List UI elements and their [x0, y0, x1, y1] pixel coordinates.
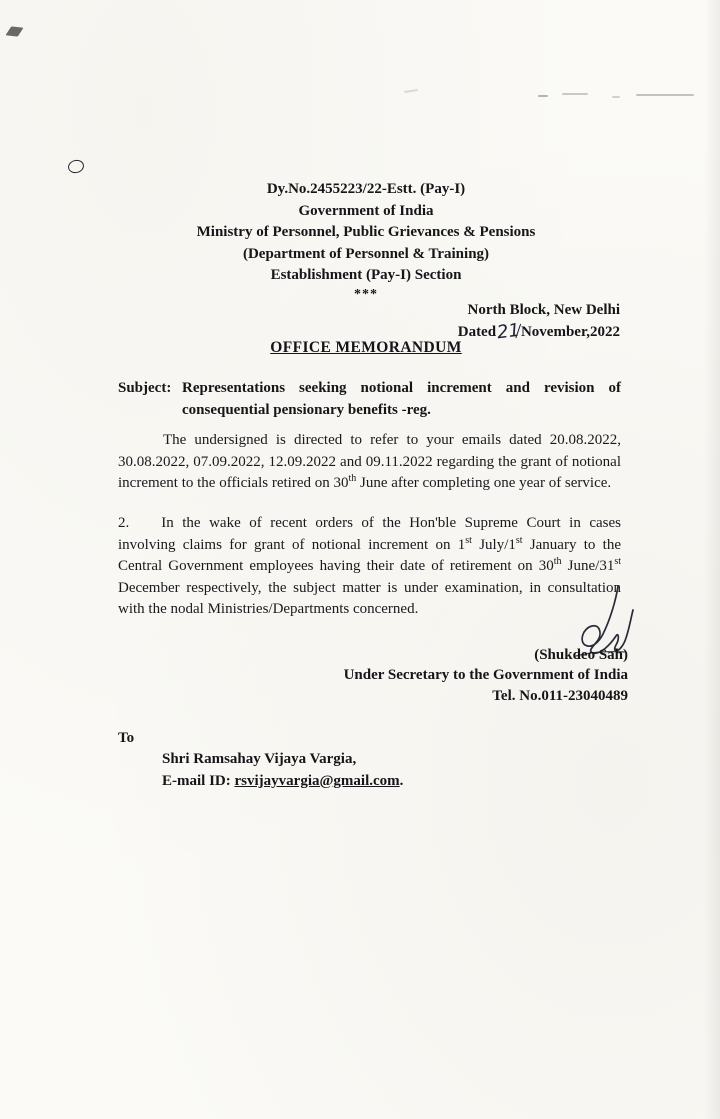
date-prefix: Dated — [457, 323, 497, 340]
scan-artifact-dash — [562, 93, 588, 95]
place-line: North Block, New Delhi — [467, 302, 620, 318]
email-label: E-mail ID: — [162, 772, 235, 789]
paragraph-2-text: In the wake of recent orders of the Hon'ble Supreme Court in cases involving claims for grant of notional increment on 1st July/1st January to the Central Government employees having their date of retirement on 30th June/31st December respectively, the subject matter is under examination, in consultation with the nodal Ministries/Departments concerned. — [118, 515, 621, 618]
subject-label: Subject: — [118, 380, 172, 396]
document-title: OFFICE MEMORANDUM — [270, 339, 462, 356]
addressee-block — [162, 749, 403, 792]
letterhead — [0, 179, 720, 302]
signatory-name: (Shukdeo Sah) — [534, 647, 628, 663]
paragraph-1: The undersigned is directed to refer to your emails dated 20.08.2022, 30.08.2022, 07.09.2022, 12.09.2022 and 09.11.2022 regarding the grant of notional increment to the officials retired on 30th June after completing one year of service. — [118, 432, 621, 492]
date-rest: November,2022 — [520, 323, 620, 340]
addressee-name: Shri Ramsahay Vijaya Vargia, — [162, 751, 357, 767]
subject-text: Representations seeking notional increment and revision of consequential pensionary benefits -reg. — [182, 380, 621, 418]
signatory-telephone: Tel. No.011-23040489 — [492, 687, 628, 704]
addressee-email-line — [162, 771, 403, 793]
scan-edge-shadow — [704, 0, 720, 1119]
subject-block — [118, 377, 621, 421]
scan-artifact-corner — [6, 26, 24, 36]
ministry-line: Ministry of Personnel, Public Grievances & Pensions — [196, 224, 536, 240]
department-line: (Department of Personnel & Training) — [242, 245, 490, 262]
signatory-designation: Under Secretary to the Government of India — [343, 667, 628, 684]
place-date-block — [458, 300, 620, 342]
star-separator: *** — [354, 286, 378, 302]
paragraph-2 — [118, 513, 621, 621]
government-line: Government of India — [298, 202, 434, 219]
paragraph-2-number: 2. — [118, 515, 130, 531]
handwritten-date-day: 21 — [495, 319, 522, 343]
section-line: Establishment (Pay-I) Section — [270, 267, 462, 283]
email-address: rsvijayvargia@gmail.com — [234, 772, 400, 789]
scan-artifact-dash — [612, 96, 620, 98]
signature-block — [344, 645, 628, 706]
email-period: . — [399, 772, 404, 789]
scan-artifact-dash — [538, 95, 548, 97]
scan-artifact-dash — [404, 89, 418, 93]
scan-artifact-dash — [636, 94, 694, 96]
to-label: To — [118, 730, 135, 746]
diary-number: Dy.No.2455223/22-Estt. (Pay-I) — [266, 181, 466, 197]
handwritten-circle-mark — [67, 158, 86, 174]
